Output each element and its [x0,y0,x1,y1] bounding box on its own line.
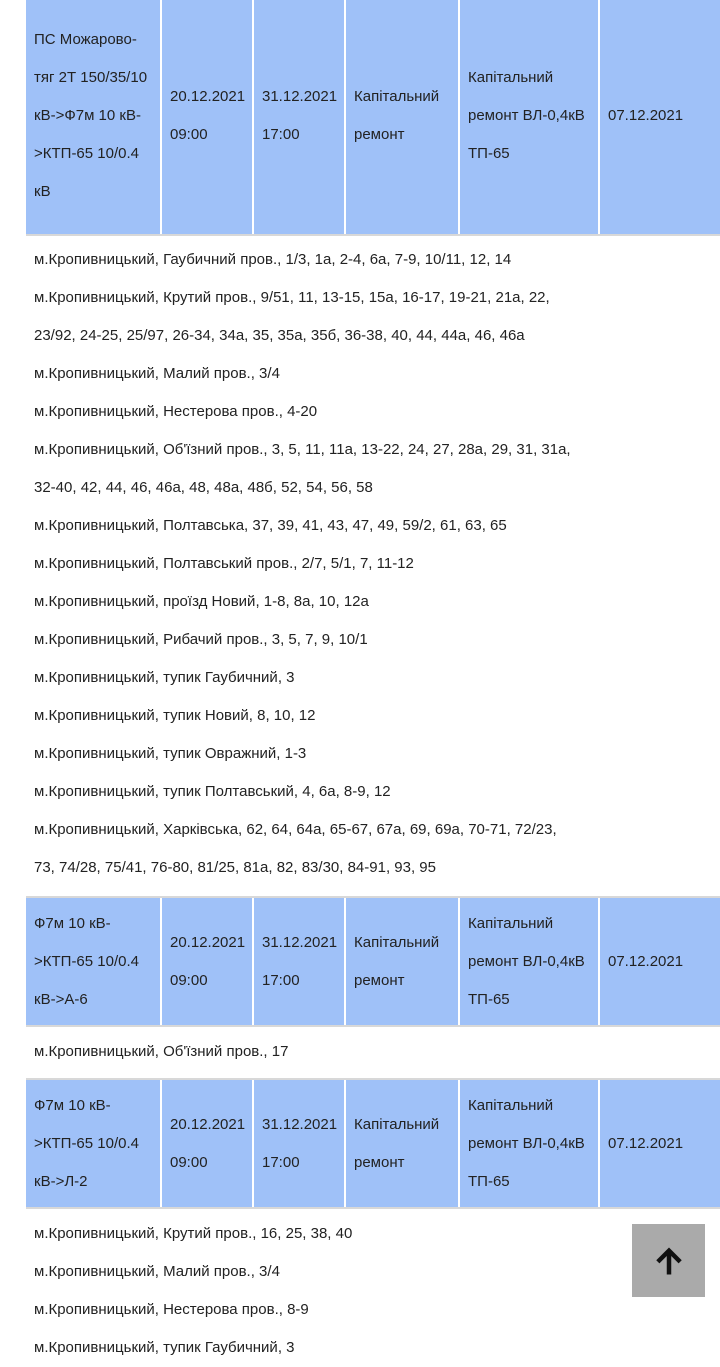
address-line: м.Кропивницький, тупик Полтавський, 4, 6а, 8-9, 12 [34,783,391,800]
address-line: м.Кропивницький, тупик Гаубичний, 3 [34,1339,295,1356]
outage-row [26,896,720,1027]
date-cell: 07.12.2021 [608,952,684,970]
address-line: 73, 74/28, 75/41, 76-80, 81/25, 81а, 82, 83/30, 84-91, 93, 95 [34,859,436,876]
end-cell: 31.12.2021 17:00 [254,898,346,1025]
address-list [26,1209,720,1367]
address-list [26,236,720,896]
address-line: м.Кропивницький, Нестерова пров., 4-20 [34,403,318,420]
address-line: м.Кропивницький, тупик Овражний, 1-3 [34,745,307,762]
address-line: 23/92, 24-25, 25/97, 26-34, 34а, 35, 35а, 35б, 36-38, 40, 44, 44а, 46, 46а [34,327,525,344]
address-line: м.Кропивницький, Гаубичний пров., 1/3, 1а, 2-4, 6а, 7-9, 10/11, 12, 14 [34,251,512,268]
scroll-to-top-button[interactable] [632,1224,705,1297]
address-line: м.Кропивницький, Малий пров., 3/4 [34,365,280,382]
address-line: м.Кропивницький, проїзд Новий, 1-8, 8а, 10, 12а [34,593,369,610]
outage-table [26,0,720,1367]
address-line: м.Кропивницький, тупик Новий, 8, 10, 12 [34,707,316,724]
type-cell: Капітальний ремонт [346,1080,460,1207]
address-line: м.Кропивницький, Об'їзний пров., 17 [34,1043,289,1060]
line-cell: Ф7м 10 кВ->КТП-65 10/0.4 кВ->А-6 [26,898,162,1025]
address-line: м.Кропивницький, Полтавська, 37, 39, 41, 43, 47, 49, 59/2, 61, 63, 65 [34,517,507,534]
date-cell: 07.12.2021 [608,107,684,124]
type-cell: Капітальний ремонт [346,898,460,1025]
start-cell: 20.12.2021 09:00 [162,898,254,1025]
work-cell: Капітальний ремонт ВЛ-0,4кВ ТП-65 [460,898,600,1025]
line-cell: ПС Можарово-тяг 2Т 150/35/10 кВ->Ф7м 10 кВ->КТП-65 10/0.4 кВ [26,0,162,234]
line-cell: Ф7м 10 кВ->КТП-65 10/0.4 кВ->Л-2 [26,1080,162,1207]
address-line: м.Кропивницький, Харківська, 62, 64, 64а, 65-67, 67а, 69, 69а, 70-71, 72/23, [34,821,557,838]
address-line: м.Кропивницький, Малий пров., 3/4 [34,1263,280,1280]
address-line: м.Кропивницький, Крутий пров., 16, 25, 38, 40 [34,1225,353,1242]
type-cell: Капітальний ремонт [346,0,460,234]
arrow-up-icon [651,1243,687,1279]
outage-row [26,0,720,236]
address-list [26,1027,720,1078]
end-cell: 31.12.2021 17:00 [254,0,346,234]
address-line: м.Кропивницький, Нестерова пров., 8-9 [34,1301,309,1318]
start-cell: 20.12.2021 09:00 [162,1080,254,1207]
address-line: м.Кропивницький, Рибачий пров., 3, 5, 7, 9, 10/1 [34,631,368,648]
address-line: 32-40, 42, 44, 46, 46а, 48, 48а, 48б, 52, 54, 56, 58 [34,479,373,496]
address-line: м.Кропивницький, тупик Гаубичний, 3 [34,669,295,686]
work-cell: Капітальний ремонт ВЛ-0,4кВ ТП-65 [460,0,600,234]
address-line: м.Кропивницький, Полтавський пров., 2/7, 5/1, 7, 11-12 [34,555,414,572]
address-line: м.Кропивницький, Об'їзний пров., 3, 5, 11, 11а, 13-22, 24, 27, 28а, 29, 31, 31а, [34,441,571,458]
address-line: м.Кропивницький, Крутий пров., 9/51, 11, 13-15, 15а, 16-17, 19-21, 21а, 22, [34,289,550,306]
work-cell: Капітальний ремонт ВЛ-0,4кВ ТП-65 [460,1080,600,1207]
date-cell: 07.12.2021 [608,1134,684,1152]
end-cell: 31.12.2021 17:00 [254,1080,346,1207]
outage-row [26,1078,720,1209]
start-cell: 20.12.2021 09:00 [162,0,254,234]
